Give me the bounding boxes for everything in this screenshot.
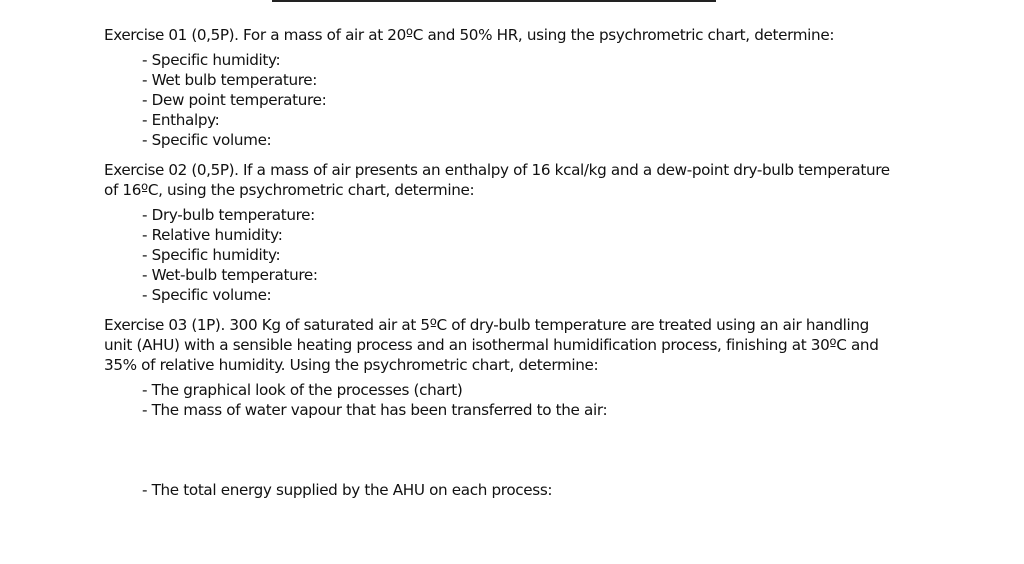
answer-space xyxy=(142,420,894,480)
exercise-03-heading: Exercise 03 (1P). xyxy=(104,316,225,334)
exercise-02-items xyxy=(142,205,894,305)
list-item: - Relative humidity: xyxy=(142,226,283,244)
exercise-01-statement xyxy=(104,25,894,45)
list-item: - Specific humidity: xyxy=(142,51,281,69)
exercise-03-text: 300 Kg of saturated air at 5ºC of dry-bulb temperature are treated using an air handling unit (AHU) with a sensible heating process and an isothermal humidification process, finishing at 30ºC and 35% of relative humidity. Using the psychrometric chart, determine: xyxy=(104,316,879,374)
exercise-02-heading: Exercise 02 (0,5P). xyxy=(104,161,239,179)
exercise-03-items xyxy=(142,380,894,500)
exercise-01-text: For a mass of air at 20ºC and 50% HR, using the psychrometric chart, determine: xyxy=(238,26,835,44)
list-item: - Enthalpy: xyxy=(142,111,220,129)
exercise-02-statement xyxy=(104,160,894,200)
title-underline xyxy=(272,0,716,2)
list-item: - Wet bulb temperature: xyxy=(142,71,318,89)
exercise-02-text: If a mass of air presents an enthalpy of 16 kcal/kg and a dew-point dry-bulb temperature of 16ºC, using the psychrometric chart, determine: xyxy=(104,161,890,199)
list-item: - The graphical look of the processes (chart) xyxy=(142,381,463,399)
list-item: - The total energy supplied by the AHU on each process: xyxy=(142,481,553,499)
exercise-01-items xyxy=(142,50,894,150)
list-item: - Specific humidity: xyxy=(142,246,281,264)
list-item: - Dry-bulb temperature: xyxy=(142,206,315,224)
exercise-01 xyxy=(104,25,894,150)
list-item: - Dew point temperature: xyxy=(142,91,327,109)
list-item: - Wet-bulb temperature: xyxy=(142,266,318,284)
list-item: - Specific volume: xyxy=(142,131,272,149)
exercise-03-statement xyxy=(104,315,894,375)
list-item: - Specific volume: xyxy=(142,286,272,304)
document-body xyxy=(104,25,894,510)
list-item: - The mass of water vapour that has been transferred to the air: xyxy=(142,401,608,419)
exercise-02 xyxy=(104,160,894,305)
exercise-01-heading: Exercise 01 (0,5P). xyxy=(104,26,239,44)
exercise-03 xyxy=(104,315,894,500)
